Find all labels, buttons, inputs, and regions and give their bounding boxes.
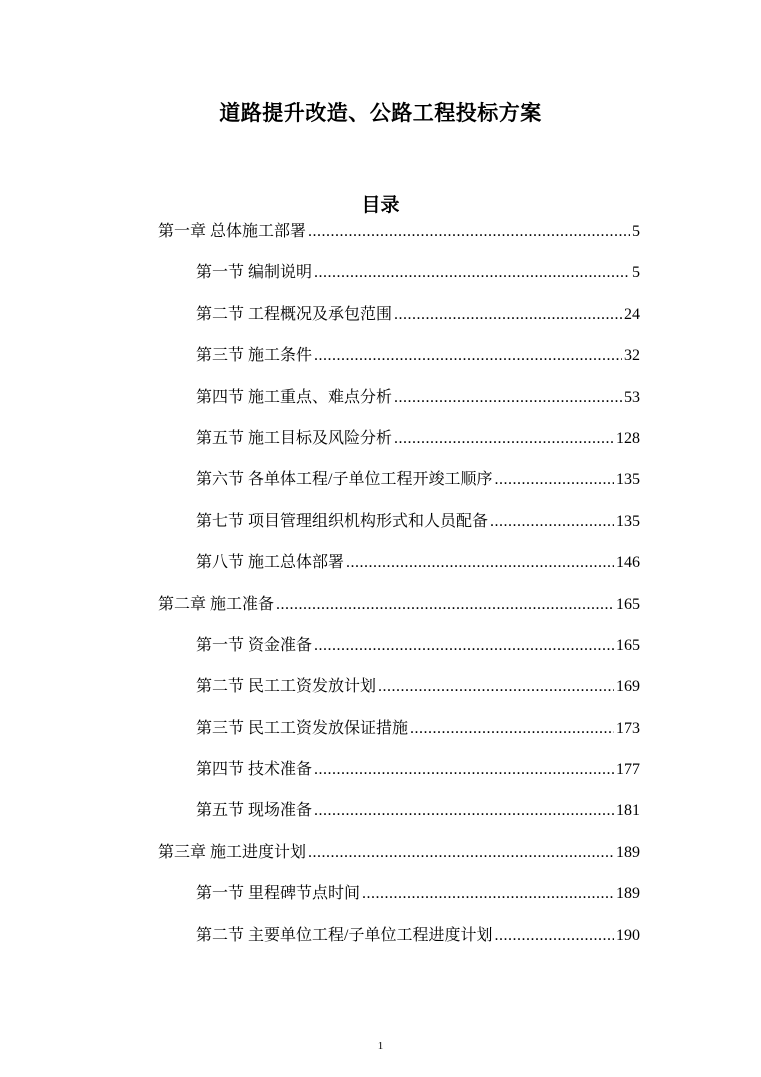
toc-entry-label: 第二节 民工工资发放计划 <box>196 678 377 696</box>
toc-dot-leader <box>308 211 630 252</box>
toc-entry-page: 165 <box>616 595 640 613</box>
toc-dot-leader <box>314 625 614 666</box>
toc-dot-leader <box>314 252 630 293</box>
toc-entry-label: 第三节 民工工资发放保证措施 <box>196 719 409 737</box>
toc-entry-chapter[interactable] <box>158 584 640 625</box>
toc-dot-leader <box>494 915 614 956</box>
toc-entry-section[interactable] <box>158 708 640 749</box>
toc-entry-page: 173 <box>616 719 640 737</box>
toc-entry-page: 169 <box>616 678 640 696</box>
toc-dot-leader <box>276 584 614 625</box>
toc-entry-section[interactable] <box>158 749 640 790</box>
toc-entry-section[interactable] <box>158 542 640 583</box>
toc-dot-leader <box>314 335 622 376</box>
toc-entry-section[interactable] <box>158 873 640 914</box>
toc-entry-page: 135 <box>616 471 640 489</box>
toc-entry-section[interactable] <box>158 294 640 335</box>
toc-dot-leader <box>490 501 614 542</box>
toc-entry-page: 177 <box>616 761 640 779</box>
toc-dot-leader <box>314 749 614 790</box>
toc-heading: 目录 <box>361 194 400 216</box>
toc-dot-leader <box>394 418 614 459</box>
toc-entry-page: 190 <box>616 926 640 944</box>
toc-entry-section[interactable] <box>158 915 640 956</box>
toc-entry-label: 第一节 编制说明 <box>196 264 313 282</box>
toc-entry-label: 第四节 技术准备 <box>196 761 313 779</box>
toc-dot-leader <box>346 542 614 583</box>
toc-entry-page: 128 <box>616 429 640 447</box>
toc-entry-label: 第六节 各单体工程/子单位工程开竣工顺序 <box>196 471 493 489</box>
toc-entry-label: 第五节 施工目标及风险分析 <box>196 429 393 447</box>
toc-entry-label: 第二节 工程概况及承包范围 <box>196 305 393 323</box>
toc-dot-leader <box>362 873 614 914</box>
toc-dot-leader <box>394 377 622 418</box>
toc-entry-label: 第二章 施工准备 <box>158 595 275 613</box>
document-title: 道路提升改造、公路工程投标方案 <box>219 101 542 125</box>
toc-entry-label: 第一章 总体施工部署 <box>158 223 307 240</box>
toc-dot-leader <box>494 459 614 500</box>
toc-entry-label: 第一节 资金准备 <box>196 636 313 654</box>
toc-entry-label: 第四节 施工重点、难点分析 <box>196 388 393 406</box>
toc-entry-section[interactable] <box>158 418 640 459</box>
toc-entry-label: 第二节 主要单位工程/子单位工程进度计划 <box>196 926 493 944</box>
toc-dot-leader <box>410 708 614 749</box>
toc-entry-page: 5 <box>632 264 640 282</box>
page-number: 1 <box>377 1040 384 1052</box>
toc-dot-leader <box>378 666 614 707</box>
toc-entry-label: 第三节 施工条件 <box>196 347 313 365</box>
toc-entry-chapter[interactable] <box>158 211 640 252</box>
toc-entry-label: 第七节 项目管理组织机构形式和人员配备 <box>196 512 489 530</box>
toc-entry-section[interactable] <box>158 625 640 666</box>
table-of-contents <box>158 211 640 956</box>
toc-entry-page: 189 <box>616 843 640 861</box>
toc-entry-page: 135 <box>616 512 640 530</box>
toc-dot-leader <box>308 832 614 873</box>
toc-entry-section[interactable] <box>158 377 640 418</box>
toc-entry-page: 146 <box>616 554 640 572</box>
toc-entry-chapter[interactable] <box>158 832 640 873</box>
toc-entry-section[interactable] <box>158 501 640 542</box>
toc-entry-label: 第三章 施工进度计划 <box>158 843 307 861</box>
toc-dot-leader <box>394 294 622 335</box>
toc-entry-section[interactable] <box>158 666 640 707</box>
toc-entry-section[interactable] <box>158 335 640 376</box>
toc-entry-page: 24 <box>624 305 640 323</box>
toc-entry-label: 第五节 现场准备 <box>196 802 313 820</box>
toc-entry-page: 32 <box>624 347 640 365</box>
toc-entry-label: 第八节 施工总体部署 <box>196 554 345 572</box>
toc-entry-section[interactable] <box>158 459 640 500</box>
toc-entry-page: 165 <box>616 636 640 654</box>
toc-entry-section[interactable] <box>158 252 640 293</box>
toc-dot-leader <box>314 790 614 831</box>
toc-entry-page: 189 <box>616 885 640 903</box>
toc-entry-section[interactable] <box>158 790 640 831</box>
toc-entry-page: 5 <box>632 223 640 240</box>
toc-entry-page: 181 <box>616 802 640 820</box>
toc-entry-label: 第一节 里程碑节点时间 <box>196 885 361 903</box>
toc-entry-page: 53 <box>624 388 640 406</box>
